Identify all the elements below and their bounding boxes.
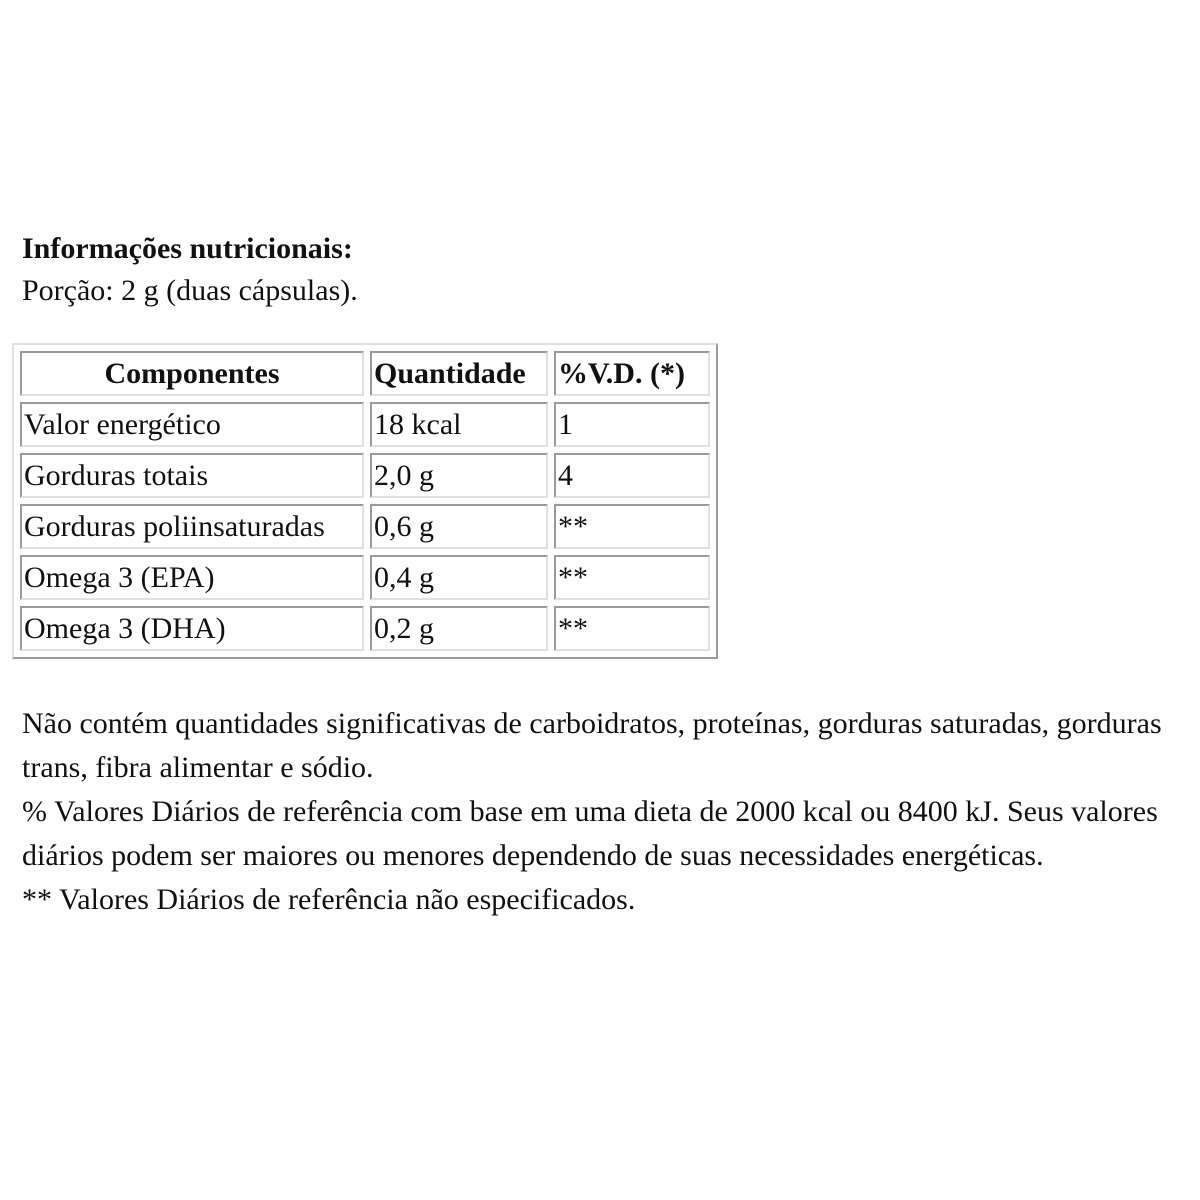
- quantity-cell: 0,4 g: [370, 555, 548, 600]
- component-cell: Gorduras poliinsaturadas: [20, 504, 364, 549]
- header-quantity: Quantidade: [370, 351, 548, 396]
- daily-value-cell: **: [554, 606, 710, 651]
- table-row: [20, 453, 710, 498]
- header-daily-value: %V.D. (*): [554, 351, 710, 396]
- table-header-row: [20, 351, 710, 396]
- footnotes: [22, 702, 1197, 922]
- note-daily-values: % Valores Diários de referência com base em uma dieta de 2000 kcal ou 8400 kJ. Seus valores diários podem ser maiores ou menores dependendo de suas necessidades energéticas.: [22, 795, 1158, 872]
- component-cell: Valor energético: [20, 402, 364, 447]
- quantity-cell: 0,2 g: [370, 606, 548, 651]
- note-not-specified: ** Valores Diários de referência não especificados.: [22, 883, 636, 916]
- component-cell: Omega 3 (EPA): [20, 555, 364, 600]
- nutrition-table: [12, 343, 718, 659]
- table-row: [20, 504, 710, 549]
- daily-value-cell: **: [554, 555, 710, 600]
- quantity-cell: 18 kcal: [370, 402, 548, 447]
- table-row: [20, 402, 710, 447]
- page-title: Informações nutricionais:: [22, 232, 353, 265]
- table-row: [20, 555, 710, 600]
- daily-value-cell: 4: [554, 453, 710, 498]
- quantity-cell: 0,6 g: [370, 504, 548, 549]
- header-components: Componentes: [20, 351, 364, 396]
- portion-text: Porção: 2 g (duas cápsulas).: [22, 274, 358, 307]
- quantity-cell: 2,0 g: [370, 453, 548, 498]
- daily-value-cell: 1: [554, 402, 710, 447]
- component-cell: Omega 3 (DHA): [20, 606, 364, 651]
- component-cell: Gorduras totais: [20, 453, 364, 498]
- table-row: [20, 606, 710, 651]
- note-not-significant: Não contém quantidades significativas de carboidratos, proteínas, gorduras saturadas, gorduras trans, fibra alimentar e sódio.: [22, 707, 1162, 784]
- daily-value-cell: **: [554, 504, 710, 549]
